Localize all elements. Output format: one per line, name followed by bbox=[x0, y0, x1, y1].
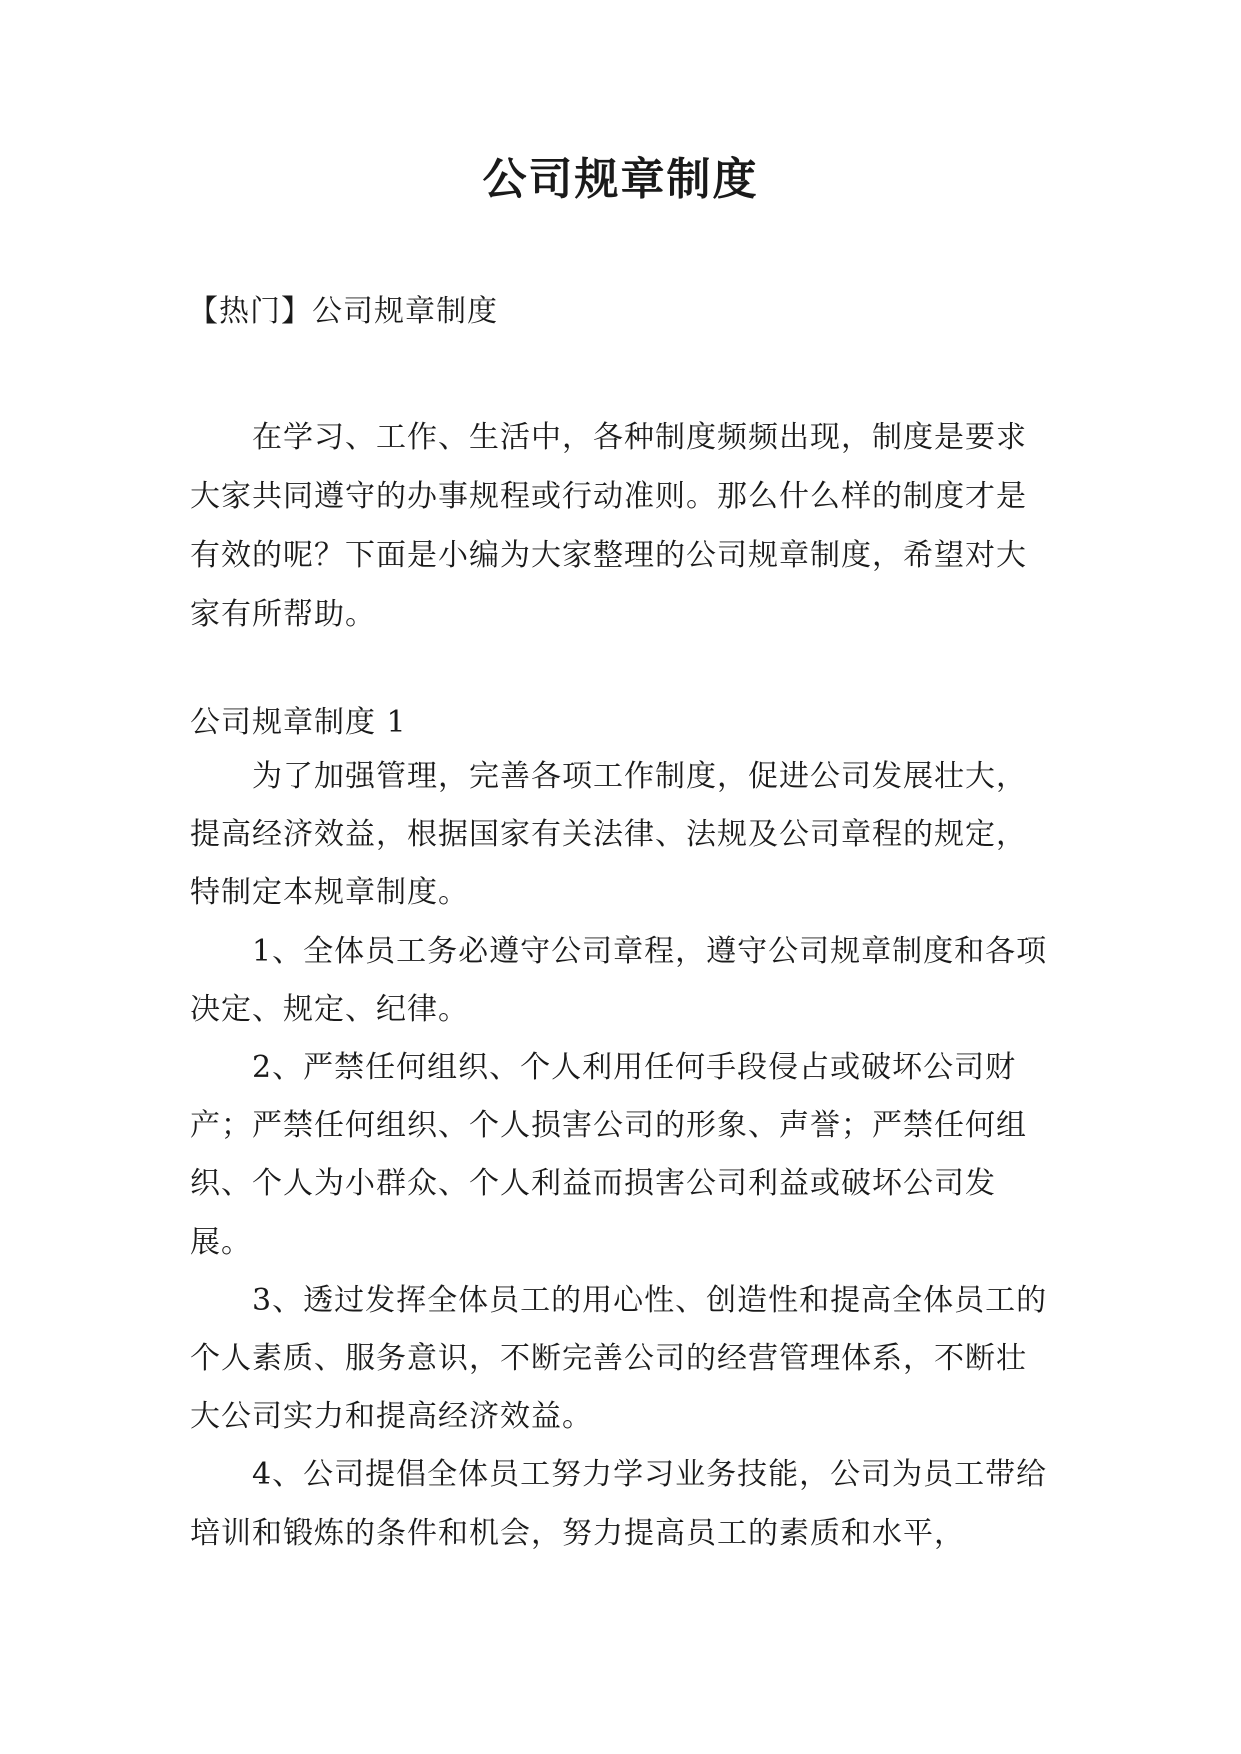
section-content bbox=[190, 748, 1050, 1563]
intro-block bbox=[190, 408, 1050, 644]
paragraph-rule-1: 1、全体员工务必遵守公司章程，遵守公司规章制度和各项决定、规定、纪律。 bbox=[190, 933, 1048, 1027]
intro-paragraph: 在学习、工作、生活中，各种制度频频出现，制度是要求大家共同遵守的办事规程或行动准则。那么什么样的制度才是有效的呢？下面是小编为大家整理的公司规章制度，希望对大家有所帮助。 bbox=[190, 420, 1027, 632]
paragraph-rule-2: 2、严禁任何组织、个人利用任何手段侵占或破坏公司财产；严禁任何组织、个人损害公司的形象、声誉；严禁任何组织、个人为小群众、个人利益而损害公司利益或破坏公司发展。 bbox=[190, 1050, 1027, 1260]
paragraph-rule-3: 3、透过发挥全体员工的用心性、创造性和提高全体员工的个人素质、服务意识，不断完善公司的经营管理体系，不断壮大公司实力和提高经济效益。 bbox=[190, 1282, 1048, 1435]
paragraph-preamble: 为了加强管理，完善各项工作制度，促进公司发展壮大，提高经济效益，根据国家有关法律、法规及公司章程的规定，特制定本规章制度。 bbox=[190, 759, 1027, 911]
document-title: 公司规章制度 bbox=[482, 154, 759, 205]
paragraph-rule-4: 4、公司提倡全体员工努力学习业务技能，公司为员工带给培训和锻炼的条件和机会，努力提高员工的素质和水平， bbox=[190, 1457, 1048, 1551]
document-subtitle: 【热门】公司规章制度 bbox=[188, 294, 498, 329]
section-heading: 公司规章制度 1 bbox=[190, 705, 407, 740]
